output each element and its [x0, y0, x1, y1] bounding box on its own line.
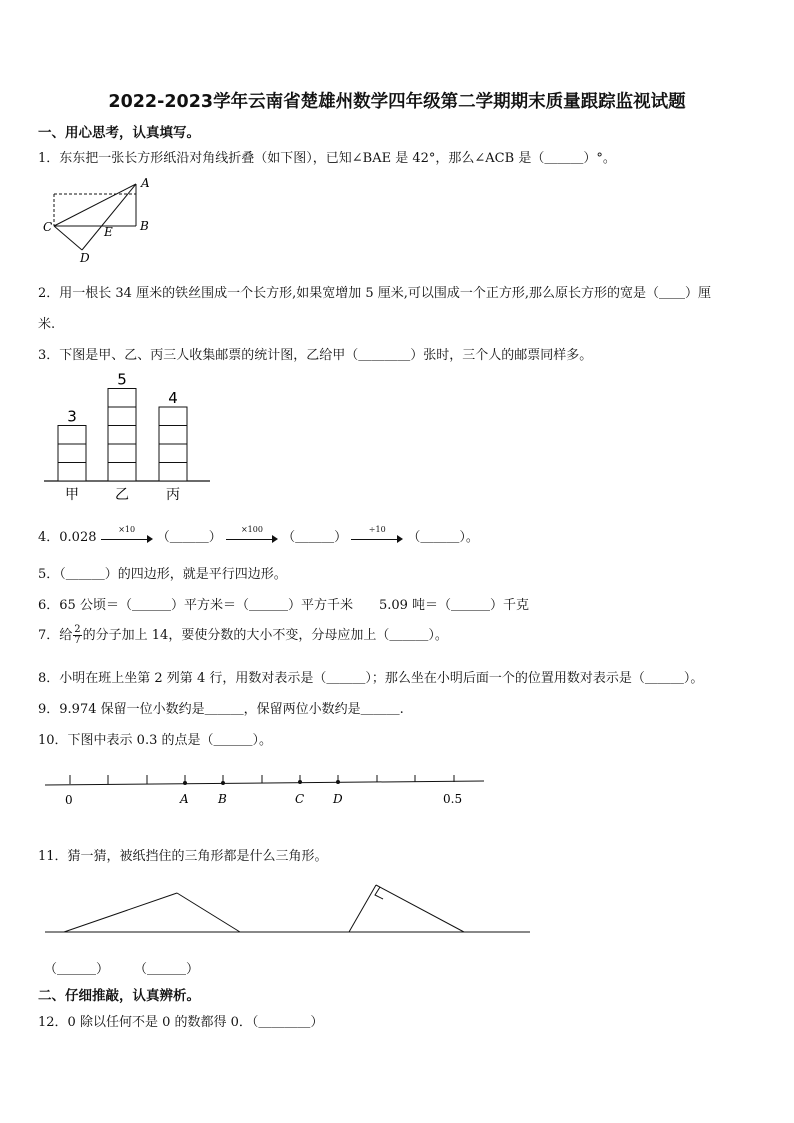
- number-line: [40, 770, 490, 810]
- question-1: 1．东东把一张长方形纸沿对角线折叠（如下图），已知∠BAE 是 42°，那么∠ACB 是（＿＿＿）°。: [38, 151, 616, 166]
- point-label-d: D: [80, 251, 90, 265]
- bar-unit-2-1: [108, 463, 136, 482]
- bar-value-label-2: 5: [117, 370, 127, 389]
- question-5: 5．（＿＿＿）的四边形，就是平行四边形。: [38, 567, 287, 582]
- question-12: 12．0 除以任何不是 0 的数都得 0．（＿＿＿＿）: [38, 1015, 324, 1030]
- hidden-triangles: [40, 880, 535, 940]
- arrow-divide-10: [351, 524, 403, 545]
- bar-category-label-2: 乙: [115, 487, 129, 503]
- q4-blank-1: （＿＿＿）: [156, 530, 222, 545]
- question-2-line-1: 2．用一根长 34 厘米的铁丝围成一个长方形,如果宽增加 5 厘米,可以围成一个正方形,那么原长方形的宽是（＿＿）厘: [38, 286, 712, 301]
- question-7: [38, 624, 448, 646]
- arrow-op-2: ×100: [240, 524, 263, 534]
- tick-label-0: 0: [65, 793, 73, 807]
- question-8: 8．小明在班上坐第 2 列第 4 行，用数对表示是（＿＿＿）；那么坐在小明后面一个的位置用数对表示是（＿＿＿）。: [38, 671, 704, 686]
- fold-diagram: [40, 176, 170, 264]
- arrow-op-3: ÷10: [368, 524, 386, 534]
- question-9: 9．9.974 保留一位小数约是＿＿＿，保留两位小数约是＿＿＿.: [38, 702, 404, 717]
- point-label-c: C: [43, 220, 53, 234]
- fraction-2-7: [73, 625, 81, 646]
- arrow-op-1: ×10: [118, 524, 136, 534]
- question-6: 6．65 公顷＝（＿＿＿）平方米＝（＿＿＿）平方千米 5.09 吨＝（＿＿＿）千克: [38, 598, 530, 613]
- point-label-a: A: [180, 792, 189, 806]
- bar-unit-3-4: [159, 407, 187, 426]
- bar-unit-1-1: [58, 463, 86, 482]
- q11-blank-1: （＿＿＿）: [44, 962, 110, 977]
- point-label-b: B: [140, 219, 149, 233]
- fraction-numerator: 2: [74, 624, 81, 635]
- question-3: 3．下图是甲、乙、丙三人收集邮票的统计图，乙给甲（＿＿＿＿）张时，三个人的邮票同样多。: [38, 348, 593, 363]
- point-label-d: D: [333, 792, 343, 806]
- fraction-denominator: 7: [74, 635, 81, 646]
- point-label-e: E: [104, 225, 113, 239]
- bar-unit-2-3: [108, 426, 136, 445]
- bar-value-label-1: 3: [67, 407, 77, 426]
- bar-category-label-3: 丙: [166, 487, 180, 503]
- q4-prefix: 4．0.028: [38, 530, 97, 545]
- arrow-times-10: [101, 524, 153, 545]
- bar-unit-2-2: [108, 444, 136, 463]
- q4-end: 。: [465, 530, 479, 545]
- stamp-chart: [40, 372, 220, 506]
- bar-unit-2-4: [108, 407, 136, 426]
- page-title: 2022-2023学年云南省楚雄州数学四年级第二学期期末质量跟踪监视试题: [108, 92, 686, 112]
- bar-unit-3-3: [159, 426, 187, 445]
- arrow-times-100: [226, 524, 278, 545]
- q11-blank-2: （＿＿＿）: [134, 962, 200, 977]
- q4-blank-2: （＿＿＿）: [282, 530, 348, 545]
- q7-post: 的分子加上 14，要使分数的大小不变，分母应加上（＿＿＿）。: [82, 628, 448, 643]
- bar-category-label-1: 甲: [65, 487, 79, 503]
- section-1-heading: 一、用心思考，认真填写。: [38, 125, 200, 141]
- q4-blank-3: （＿＿＿）: [407, 530, 466, 545]
- question-11: 11．猜一猜，被纸挡住的三角形都是什么三角形。: [38, 849, 328, 864]
- bar-value-label-3: 4: [168, 389, 178, 407]
- bar-unit-2-5: [108, 389, 136, 408]
- question-10: 10．下图中表示 0.3 的点是（＿＿＿）。: [38, 733, 272, 748]
- question-2-line-2: 米.: [38, 317, 56, 332]
- bar-unit-3-1: [159, 463, 187, 482]
- bar-unit-3-2: [159, 444, 187, 463]
- point-label-a: A: [141, 176, 150, 190]
- tick-label-0-5: 0.5: [443, 792, 463, 806]
- bar-unit-1-3: [58, 426, 86, 445]
- point-label-c: C: [295, 792, 305, 806]
- point-label-b: B: [218, 792, 227, 806]
- question-4: [38, 526, 479, 545]
- section-2-heading: 二、仔细推敲，认真辨析。: [38, 988, 200, 1004]
- q7-pre: 7．给: [38, 628, 73, 643]
- bar-unit-1-2: [58, 444, 86, 463]
